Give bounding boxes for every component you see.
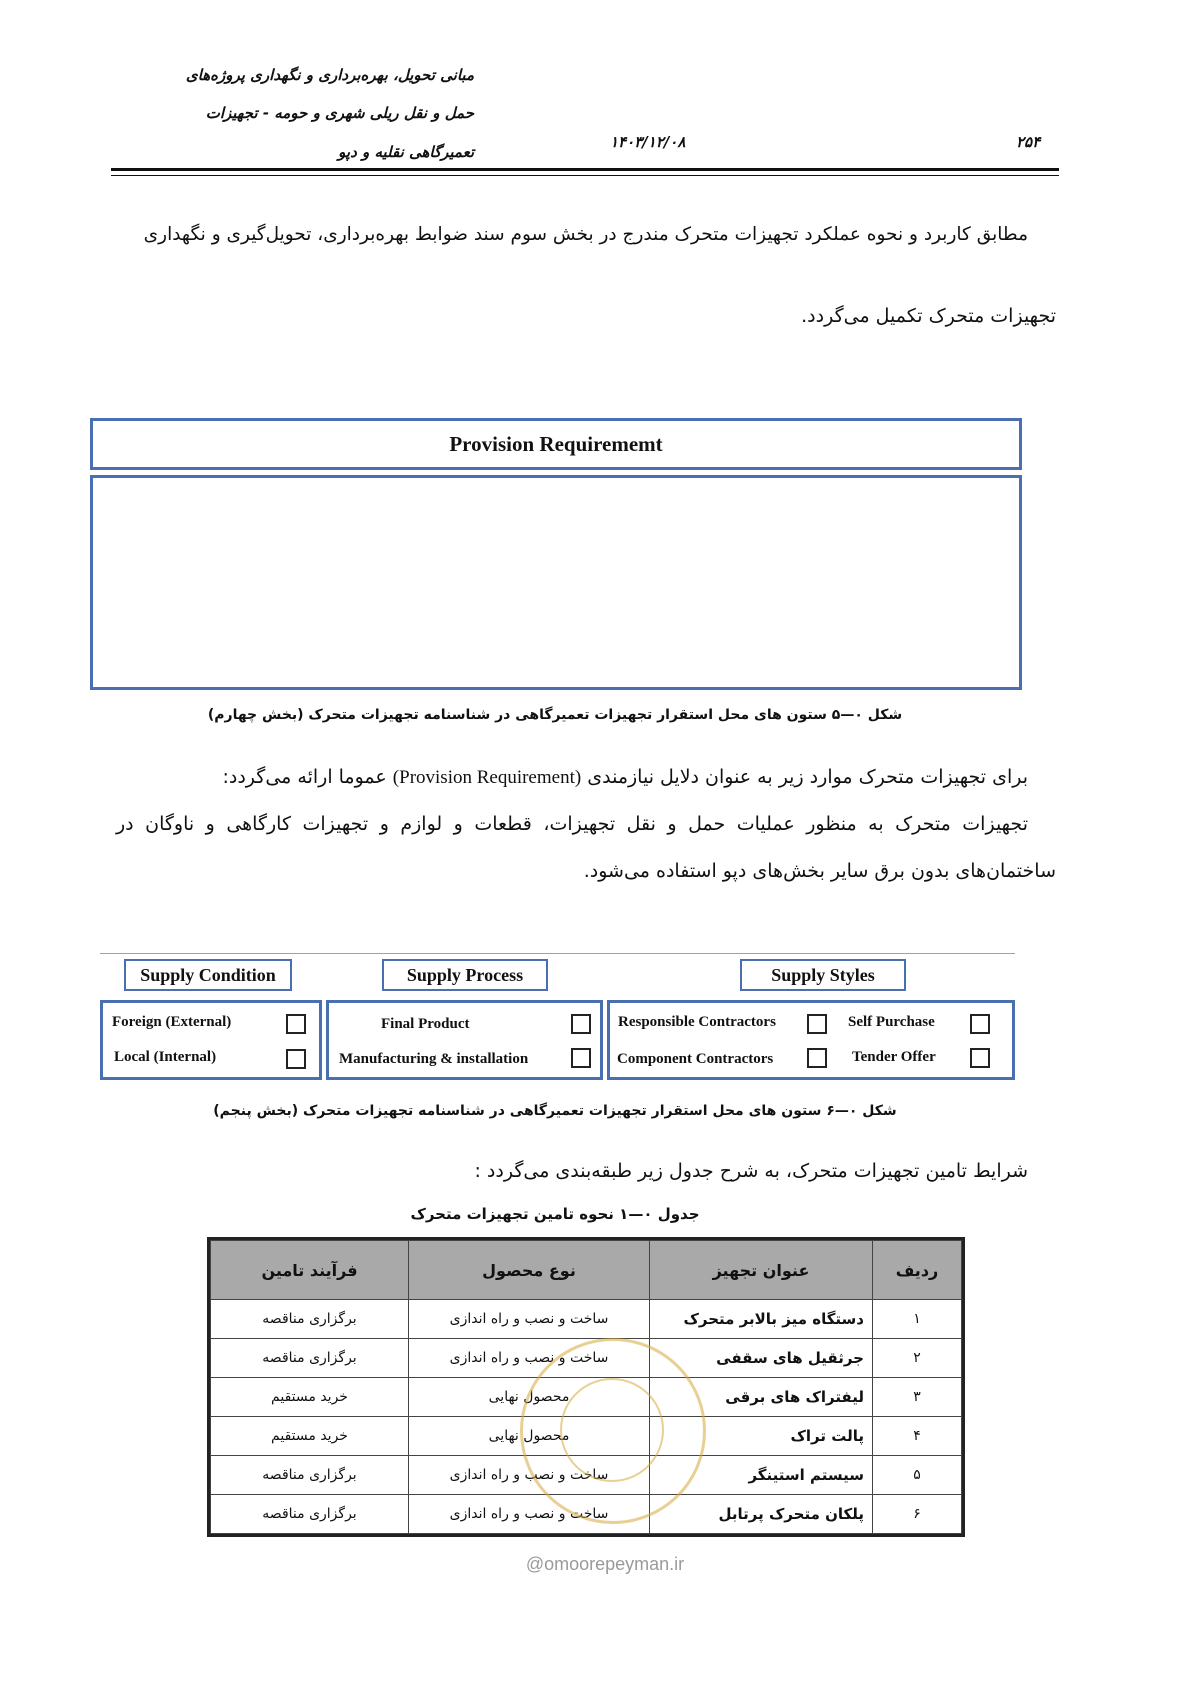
option-foreign-external: Foreign (External) — [112, 1014, 232, 1030]
provision-content-box[interactable] — [90, 475, 1022, 690]
header-row-number: ردیف — [873, 1241, 962, 1300]
cell-product-type: ساخت و نصب و راه اندازی — [409, 1339, 650, 1378]
cell-row-number: ۴ — [873, 1417, 962, 1456]
table-row — [211, 1495, 962, 1534]
cell-supply-process: خرید مستقیم — [211, 1417, 409, 1456]
cell-row-number: ۱ — [873, 1300, 962, 1339]
cell-equipment-title: پلکان متحرک پرتابل — [650, 1495, 873, 1534]
cell-supply-process: برگزاری مناقصه — [211, 1456, 409, 1495]
cell-product-type: ساخت و نصب و راه اندازی — [409, 1300, 650, 1339]
figure2-top-rule — [100, 953, 1015, 954]
cell-row-number: ۲ — [873, 1339, 962, 1378]
cell-equipment-title: جرثقیل های سقفی — [650, 1339, 873, 1378]
option-component-contractors: Component Contractors — [617, 1051, 774, 1067]
table-row — [211, 1456, 962, 1495]
cell-product-type: محصول نهایی — [409, 1417, 650, 1456]
para2-text-a: برای تجهیزات متحرک موارد زیر به عنوان دلایل نیازمندی — [587, 766, 1028, 788]
checkbox-local-internal[interactable] — [286, 1049, 306, 1069]
option-tender-offer: Tender Offer — [852, 1049, 936, 1065]
intro-line1: مطابق کاربرد و نحوه عملکرد تجهیزات متحرک مندرج در بخش سوم سند ضوابط بهره‌برداری، تحویل‌گیری و نگهداری — [143, 224, 1028, 245]
watermark-url: @omoorepeyman.ir — [525, 1554, 685, 1574]
cell-product-type: محصول نهایی — [409, 1378, 650, 1417]
cell-equipment-title: دستگاه میز بالابر متحرک — [650, 1300, 873, 1339]
supply-process-panel — [326, 1000, 603, 1080]
para2-line3: ساختمان‌های بدون برق سایر بخش‌های دپو استفاده می‌شود. — [583, 860, 1056, 882]
cell-supply-process: برگزاری مناقصه — [211, 1300, 409, 1339]
header-product-type: نوع محصول — [409, 1241, 650, 1300]
figure1-caption: شکل ۰—۵ ستون های محل استقرار تجهیزات تعمیرگاهی در شناسنامه تجهیزات متحرک (بخش چهارم) — [207, 707, 903, 723]
para2-text-en: (Provision Requirement) — [392, 767, 582, 788]
table-row — [211, 1300, 962, 1339]
provision-title: Provision Requirememt — [449, 432, 663, 456]
cell-equipment-title: لیفتراک های برقی — [650, 1378, 873, 1417]
header-rule-thin — [111, 175, 1059, 176]
figure2-caption: شکل ۰—۶ ستون های محل استقرار تجهیزات تعمیرگاهی در شناسنامه تجهیزات متحرک (بخش پنجم) — [213, 1103, 897, 1119]
cell-supply-process: برگزاری مناقصه — [211, 1339, 409, 1378]
option-responsible-contractors: Responsible Contractors — [618, 1014, 776, 1030]
table-caption: جدول ۰—۱ نحوه تامین تجهیزات متحرک — [410, 1205, 700, 1223]
para2-text-c: عموما ارائه می‌گردد: — [222, 766, 387, 788]
supply-condition-panel — [100, 1000, 322, 1080]
checkbox-self-purchase[interactable] — [970, 1014, 990, 1034]
checkbox-responsible-contractors[interactable] — [807, 1014, 827, 1034]
header-title-line2: حمل و نقل ریلی شهری و حومه - تجهیزات — [205, 104, 474, 122]
checkbox-final-product[interactable] — [571, 1014, 591, 1034]
provision-title-box — [90, 418, 1022, 470]
para3: شرایط تامین تجهیزات متحرک، به شرح جدول زیر طبقه‌بندی می‌گردد : — [474, 1160, 1028, 1182]
supply-process-label: Supply Process — [382, 959, 548, 991]
cell-product-type: ساخت و نصب و راه اندازی — [409, 1495, 650, 1534]
header-title-line3: تعمیرگاهی نقلیه و دپو — [338, 143, 474, 161]
supply-styles-panel — [607, 1000, 1015, 1080]
option-manufacturing-installation: Manufacturing & installation — [339, 1051, 529, 1067]
option-final-product: Final Product — [381, 1016, 470, 1032]
header-date: ۱۴۰۳/۱۲/۰۸ — [610, 133, 686, 151]
intro-line2: تجهیزات متحرک تکمیل می‌گردد. — [801, 305, 1056, 327]
table-row — [211, 1378, 962, 1417]
cell-product-type: ساخت و نصب و راه اندازی — [409, 1456, 650, 1495]
checkbox-manufacturing-installation[interactable] — [571, 1048, 591, 1068]
cell-row-number: ۶ — [873, 1495, 962, 1534]
supply-condition-label: Supply Condition — [124, 959, 292, 991]
para2-line2: تجهیزات متحرک به منظور عملیات حمل و نقل تجهیزات، قطعات و لوازم و تجهیزات کارگاهی و ناوگان در — [116, 813, 1028, 835]
cell-supply-process: برگزاری مناقصه — [211, 1495, 409, 1534]
cell-row-number: ۳ — [873, 1378, 962, 1417]
para2-line1 — [116, 754, 1028, 801]
table-row — [211, 1339, 962, 1378]
cell-equipment-title: پالت تراک — [650, 1417, 873, 1456]
cell-row-number: ۵ — [873, 1456, 962, 1495]
header-title-line1: مبانی تحویل، بهره‌برداری و نگهداری پروژه‌های — [185, 66, 474, 84]
option-self-purchase: Self Purchase — [848, 1014, 935, 1030]
table-header-row — [211, 1241, 962, 1300]
supply-table — [207, 1237, 965, 1537]
cell-equipment-title: سیستم استینگر — [650, 1456, 873, 1495]
supply-styles-label: Supply Styles — [740, 959, 906, 991]
header-rule-thick — [111, 168, 1059, 171]
header-supply-process: فرآیند تامین — [211, 1241, 409, 1300]
checkbox-component-contractors[interactable] — [807, 1048, 827, 1068]
checkbox-foreign-external[interactable] — [286, 1014, 306, 1034]
header-equipment-title: عنوان تجهیز — [650, 1241, 873, 1300]
table-row — [211, 1417, 962, 1456]
cell-supply-process: خرید مستقیم — [211, 1378, 409, 1417]
page-number: ۲۵۴ — [1016, 133, 1041, 151]
checkbox-tender-offer[interactable] — [970, 1048, 990, 1068]
option-local-internal: Local (Internal) — [114, 1049, 217, 1065]
